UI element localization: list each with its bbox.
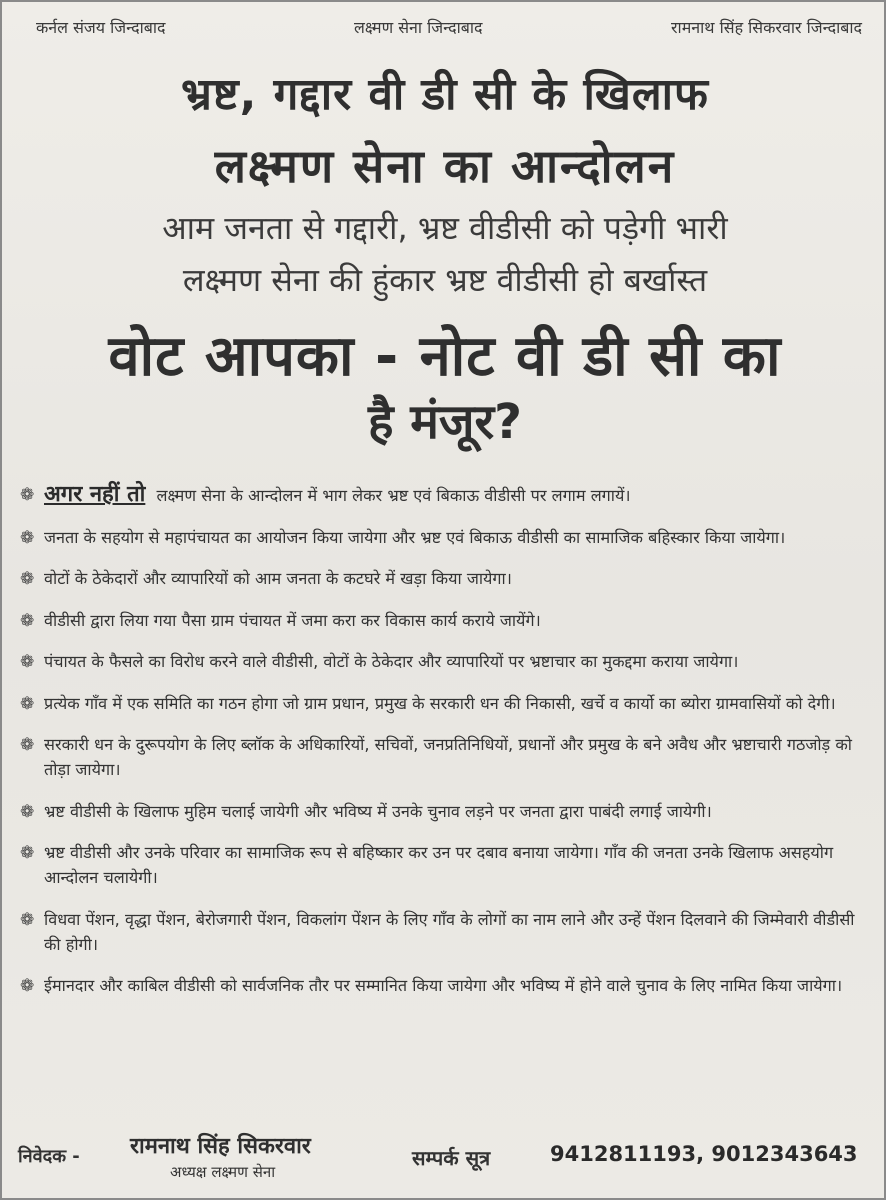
points-list [20,482,868,1015]
list-item [20,907,868,957]
subheadline-1: आम जनता से गद्दारी, भ्रष्ट वीडीसी को पड़ेगी भारी [162,209,728,247]
list-item [20,566,868,591]
flower-bullet-icon: ❁ [20,652,35,672]
slogan-center: लक्ष्मण सेना जिन्दाबाद [354,18,483,37]
headline-main: भ्रष्ट, गद्दार वी डी सी के खिलाफ [181,69,709,120]
contact-label: सम्पर्क सूत्र [412,1146,491,1170]
point-text: सरकारी धन के दुरूपयोग के लिए ब्लॉक के अधिकारियों, सचिवों, जनप्रतिनिधियों, प्रधानों और प्रमुख के बने अवैध और भ्रष्टाचारी गठजोड़ को तोड़ा जायेगा। [44,735,852,779]
flower-bullet-icon: ❁ [20,976,35,996]
flower-bullet-icon: ❁ [20,569,35,589]
point-text: ईमानदार और काबिल वीडीसी को सार्वजनिक तौर पर सम्मानित किया जायेगा और भविष्य में होने वाले चुनाव के लिए नामित किया जायेगा। [44,976,843,995]
list-item [20,732,868,782]
point-text: लक्ष्मण सेना के आन्दोलन में भाग लेकर भ्रष्ट एवं बिकाऊ वीडीसी पर लगाम लगायें। [156,486,631,505]
requester-label: निवेदक - [18,1146,80,1167]
slogan-left: कर्नल संजय जिन्दाबाद [36,18,166,37]
list-item [20,649,868,674]
list-item [20,482,868,508]
flower-bullet-icon: ❁ [20,527,35,548]
list-item [20,608,868,633]
flower-bullet-icon: ❁ [20,801,35,822]
list-item [20,525,868,550]
footer [2,1130,886,1190]
subheadline-2: लक्ष्मण सेना की हुंकार भ्रष्ट वीडीसी हो बर्खास्त [182,261,708,299]
signatory-name: रामनाथ सिंह सिकरवार [130,1134,311,1159]
point-text: भ्रष्ट वीडीसी और उनके परिवार का सामाजिक रूप से बहिष्कार कर उन पर दबाव बनाया जायेगा। गाँव की जनता उनके खिलाफ असहयोग आन्दोलन चलायेगी। [44,843,834,887]
headline-vote: वोट आपका - नोट वी डी सी का [108,324,782,389]
flower-bullet-icon: ❁ [20,693,35,714]
list-item [20,691,868,716]
flower-bullet-icon: ❁ [20,485,35,505]
flower-bullet-icon: ❁ [20,909,35,930]
point-text: प्रत्येक गाँव में एक समिति का गठन होगा जो ग्राम प्रधान, प्रमुख के सरकारी धन की निकासी, खर्चे व कार्यो का ब्योरा ग्रामवासियों को देगी। [44,693,836,713]
contact-numbers: 9412811193, 9012343643 [550,1142,858,1166]
point-text: पंचायत के फैसले का विरोध करने वाले वीडीसी, वोटों के ठेकेदार और व्यापारियों पर भ्रष्टाचार का मुकद्दमा कराया जायेगा। [44,652,739,671]
point-text: जनता के सहयोग से महापंचायत का आयोजन किया जायेगा और भ्रष्ट एवं बिकाऊ वीडीसी का सामाजिक बहिस्कार किया जायेगा। [44,527,786,547]
headline-movement: लक्ष्मण सेना का आन्दोलन [214,139,676,193]
signatory-post: अध्यक्ष लक्ष्मण सेना [170,1163,276,1181]
flower-bullet-icon: ❁ [20,610,35,631]
point-text: भ्रष्ट वीडीसी के खिलाफ मुहिम चलाई जायेगी और भविष्य में उनके चुनाव लड़ने पर जनता द्वारा पाबंदी लगाई जायेगी। [44,801,712,821]
flower-bullet-icon: ❁ [20,843,35,863]
point-lead: अगर नहीं तो [44,482,146,507]
top-slogans [2,16,886,38]
point-text: वीडीसी द्वारा लिया गया पैसा ग्राम पंचायत में जमा करा कर विकास कार्य कराये जायेंगे। [44,610,541,630]
list-item [20,799,868,824]
list-item [20,973,868,998]
list-item [20,840,868,890]
point-text: विधवा पेंशन, वृद्धा पेंशन, बेरोजगारी पेंशन, विकलांग पेंशन के लिए गाँव के लोगों का नाम लाने और उन्हें पेंशन दिलवाने की जिम्मेवारी वीडीसी की होगी। [44,909,855,954]
flower-bullet-icon: ❁ [20,735,35,755]
slogan-right: रामनाथ सिंह सिकरवार जिन्दाबाद [671,18,862,37]
headline-question: है मंजूर? [368,394,522,450]
point-text: वोटों के ठेकेदारों और व्यापारियों को आम जनता के कटघरे में खड़ा किया जायेगा। [44,569,512,588]
